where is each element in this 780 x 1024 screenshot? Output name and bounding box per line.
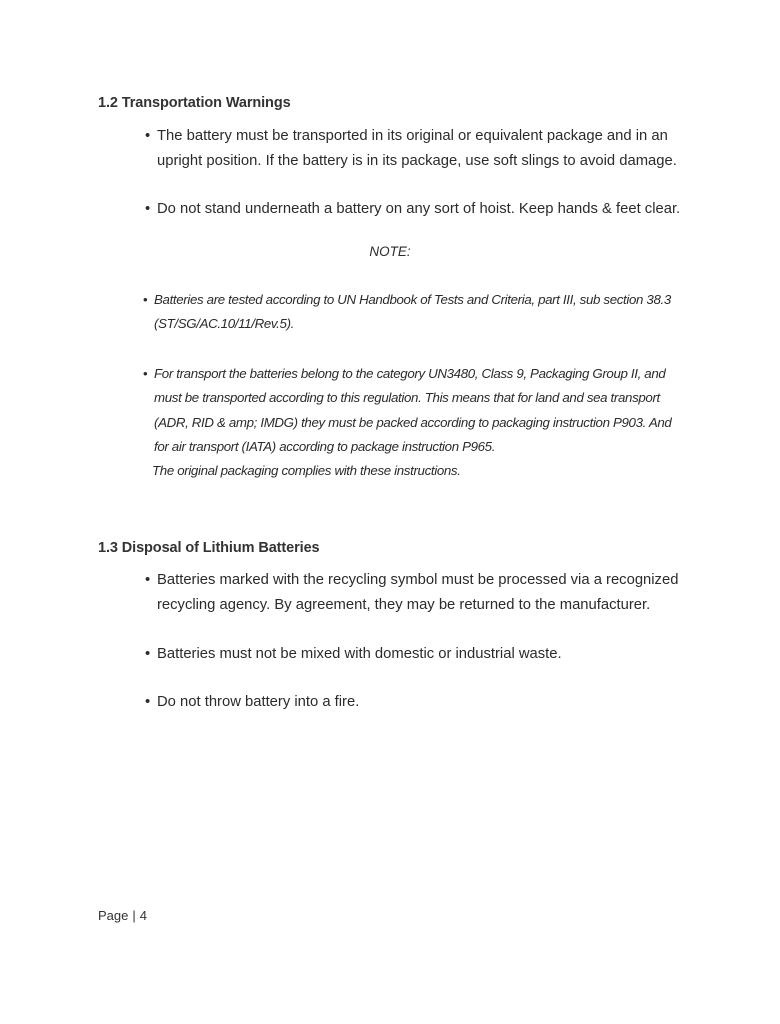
bullet-dot-icon: • xyxy=(143,366,148,381)
bullet-item xyxy=(145,124,705,173)
bullet-dot-icon: • xyxy=(145,572,151,588)
bullet-item xyxy=(145,690,705,715)
bullet-dot-icon: • xyxy=(145,694,151,710)
note-bullet-text: Batteries are tested according to UN Handbook of Tests and Criteria, part III, sub section 38.3 (ST/SG/AC.10/11/Rev.5). xyxy=(154,292,671,332)
bullet-item xyxy=(145,642,705,667)
page-footer xyxy=(98,908,147,923)
bullet-dot-icon: • xyxy=(143,292,148,307)
bullet-dot-icon: • xyxy=(145,128,151,144)
note-bullet-text: For transport the batteries belong to the category UN3480, Class 9, Packaging Group II, and must be transported according to this regulation. This means that for land and sea transport (ADR, RID & amp; IMDG) they must be packed according to packaging instruction P903. And for air transport (IATA) according to package instruction P965. xyxy=(154,366,672,455)
bullet-item xyxy=(145,197,705,222)
section-heading-1-2: 1.2 Transportation Warnings xyxy=(98,95,291,111)
bullet-text: Do not stand underneath a battery on any sort of hoist. Keep hands & feet clear. xyxy=(157,201,681,217)
page-number: 4 xyxy=(139,908,147,923)
note-bullet-item xyxy=(143,362,688,460)
bullet-dot-icon: • xyxy=(145,646,151,662)
bullet-text: The battery must be transported in its original or equivalent package and in an upright position. If the battery is in its package, use soft slings to avoid damage. xyxy=(157,128,677,169)
bullet-text: Batteries must not be mixed with domestic or industrial waste. xyxy=(157,646,562,662)
page-label: Page xyxy=(98,908,129,923)
note-trailer: The original packaging complies with these instructions. xyxy=(152,463,461,478)
bullet-text: Do not throw battery into a fire. xyxy=(157,694,360,710)
note-bullet-item xyxy=(143,288,688,337)
bullet-dot-icon: • xyxy=(145,201,151,217)
bullet-item xyxy=(145,568,705,617)
bullet-text: Batteries marked with the recycling symbol must be processed via a recognized recycling agency. By agreement, they may be returned to the manufacturer. xyxy=(157,572,679,613)
footer-separator: | xyxy=(132,908,136,923)
section-heading-1-3: 1.3 Disposal of Lithium Batteries xyxy=(98,540,320,556)
note-title: NOTE: xyxy=(369,244,411,259)
